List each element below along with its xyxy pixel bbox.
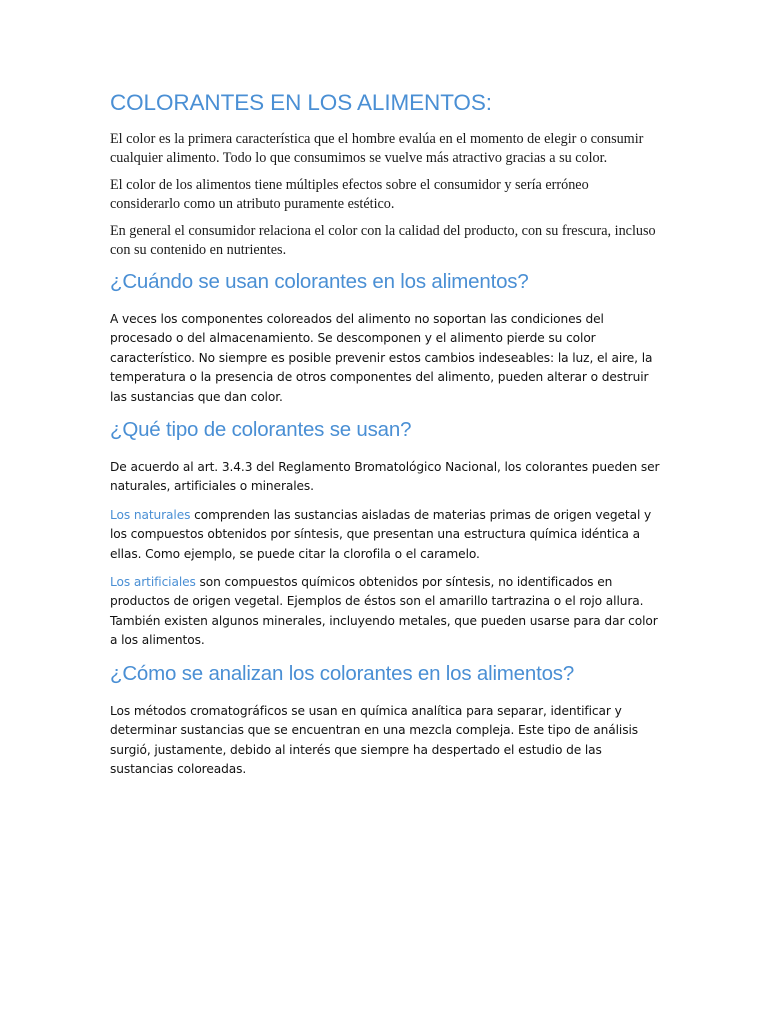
section-paragraph-analysis: Los métodos cromatográficos se usan en química analítica para separar, identificar y determinar sustancias que se encuentran en una mezcla compleja. Este tipo de análisis surgió, justamente, debido al interés que siempre ha despertado el estudio de las sustancias coloreadas. (110, 703, 638, 776)
document-page (110, 88, 660, 788)
section-heading-types: ¿Qué tipo de colorantes se usan? (110, 418, 412, 442)
naturales-paragraph (110, 506, 660, 564)
section-paragraph-types: De acuerdo al art. 3.4.3 del Reglamento Bromatológico Nacional, los colorantes pueden ser naturales, artificiales o minerales. (110, 460, 660, 494)
artificiales-text: son compuestos químicos obtenidos por síntesis, no identificados en productos de origen vegetal. Ejemplos de éstos son el amarillo tartrazina o el rojo allura. También existen algunos minerales, incluyendo metales, que pueden usarse para dar color a los alimentos. (110, 575, 658, 648)
intro-paragraph-2: El color de los alimentos tiene múltiples efectos sobre el consumidor y sería erróneo considerarlo como un atributo puramente estético. (110, 177, 589, 212)
document-title: COLORANTES EN LOS ALIMENTOS: (110, 90, 492, 115)
intro-paragraph-1: El color es la primera característica que el hombre evalúa en el momento de elegir o consumir cualquier alimento. Todo lo que consumimos se vuelve más atractivo gracias a su color. (110, 131, 644, 166)
artificiales-paragraph (110, 573, 660, 651)
artificiales-term: Los artificiales (110, 575, 196, 590)
naturales-term: Los naturales (110, 507, 191, 522)
naturales-text: comprenden las sustancias aisladas de materias primas de origen vegetal y los compuestos obtenidos por síntesis, que presentan una estructura química idéntica a ellas. Como ejemplo, se puede citar la clorofila o el caramelo. (110, 507, 652, 561)
section-paragraph-when: A veces los componentes coloreados del alimento no soportan las condiciones del procesado o del almacenamiento. Se descomponen y el alimento pierde su color característico. No siempre es posible prevenir estos cambios indeseables: la luz, el aire, la temperatura o la presencia de otros componentes del alimento, pueden alterar o destruir las sustancias que dan color. (110, 312, 653, 404)
intro-paragraph-3: En general el consumidor relaciona el color con la calidad del producto, con su frescura, incluso con su contenido en nutrientes. (110, 223, 656, 258)
section-heading-analysis: ¿Cómo se analizan los colorantes en los alimentos? (110, 661, 575, 685)
section-heading-when: ¿Cuándo se usan colorantes en los alimentos? (110, 270, 529, 293)
